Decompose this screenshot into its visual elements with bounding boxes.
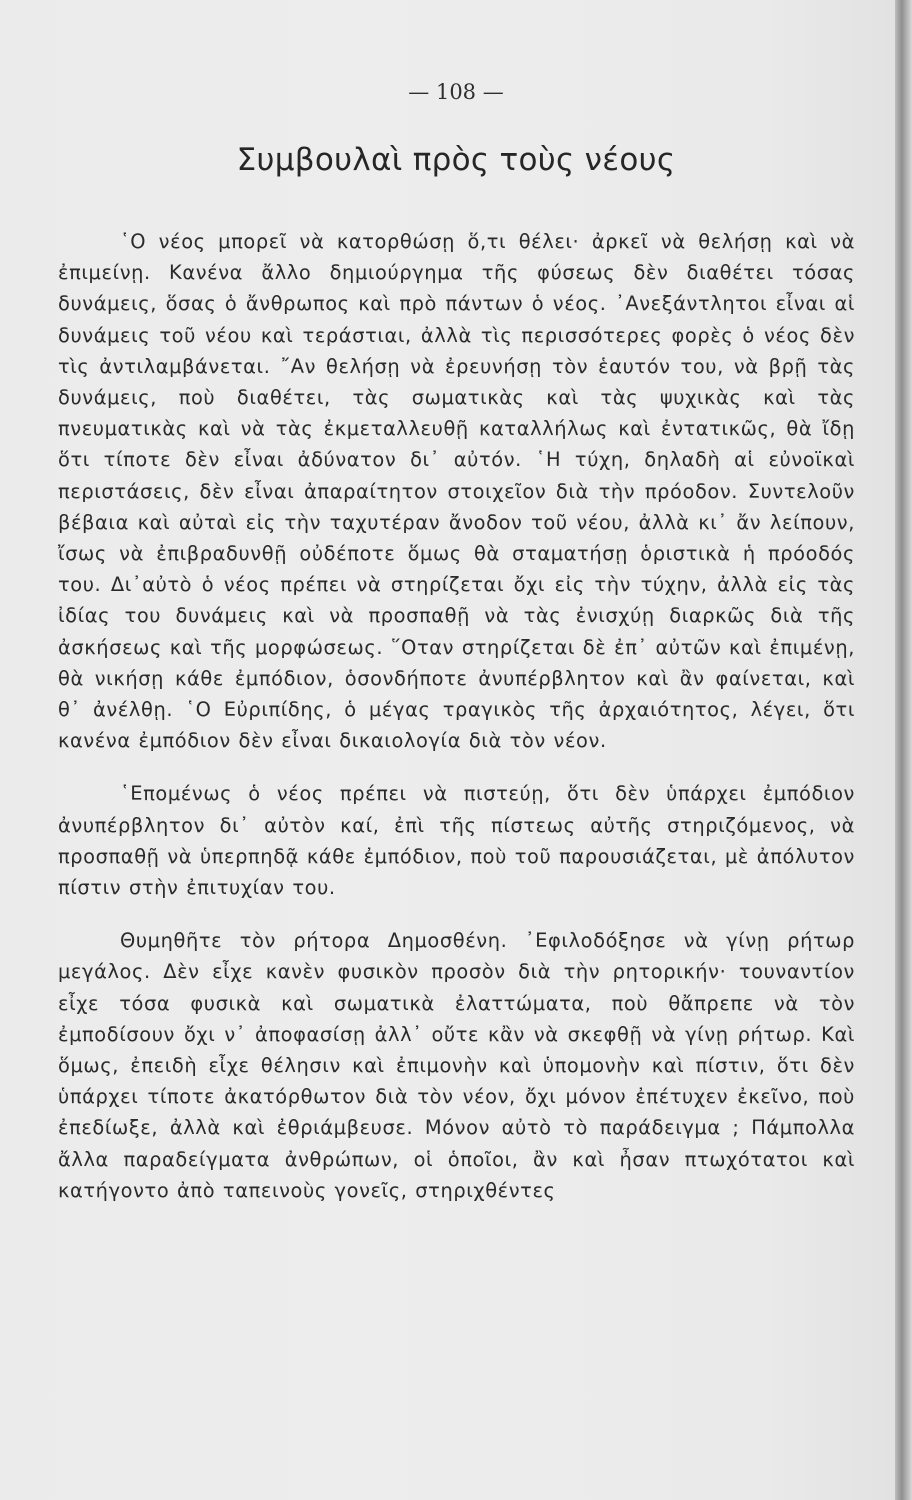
page-number: — 108 — <box>408 80 504 104</box>
chapter-title: Συμβουλαὶ πρὸς τοὺς νέους <box>236 142 676 178</box>
paragraph-3: Θυμηθῆτε τὸν ρήτορα Δημοσθένη. ᾿Εφιλοδόξησε νὰ γίνῃ ρήτωρ μεγάλος. Δὲν εἶχε κανὲν φυσικὸν προσὸν διὰ τὴν ρητορικήν· τουναντίον εἶχε τόσα φυσικὰ καὶ σωματικὰ ἐλαττώματα, ποὺ θἄπρεπε νὰ τὸν ἐμποδίσουν ὄχι ν᾿ ἀποφασίσῃ ἀλλ᾿ οὔτε κἂν νὰ σκεφθῇ νὰ γίνῃ ρήτωρ. Καὶ ὅμως, ἐπειδὴ εἶχε θέλησιν καὶ ἐπιμονὴν καὶ ὑπομονὴν καὶ πίστιν, ὅτι δὲν ὑπάρχει τίποτε ἀκατόρθωτον διὰ τὸν νέον, ὄχι μόνον ἐπέτυχεν ἐκεῖνο, ποὺ ἐπεδίωξε, ἀλλὰ καὶ ἐθριάμβευσε. Μόνον αὐτὸ τὸ παράδειγμα ; Πάμπολλα ἄλλα παραδείγματα ἀνθρώπων, οἱ ὁποῖοι, ἂν καὶ ἦσαν πτωχότατοι καὶ κατήγοντο ἀπὸ ταπεινοὺς γονεῖς, στηριχθέντες <box>58 929 855 1202</box>
body-text <box>58 226 855 1206</box>
paragraph-1: ῾Ο νέος μπορεῖ νὰ κατορθώσῃ ὅ,τι θέλει· ἀρκεῖ νὰ θελήσῃ καὶ νὰ ἐπιμείνῃ. Κανένα ἄλλο δημιούργημα τῆς φύσεως δὲν διαθέτει τόσας δυνάμεις, ὅσας ὁ ἄνθρωπος καὶ πρὸ πάντων ὁ νέος. ᾿Ανεξάντλητοι εἶναι αἱ δυνάμεις τοῦ νέου καὶ τεράστιαι, ἀλλὰ τὶς περισσότερες φορὲς ὁ νέος δὲν τὶς ἀντιλαμβάνεται. ῎Αν θελήσῃ νὰ ἐρευνήσῃ τὸν ἑαυτόν του, νὰ βρῇ τὰς δυνάμεις, ποὺ διαθέτει, τὰς σωματικὰς καὶ τὰς ψυχικὰς καὶ τὰς πνευματικὰς καὶ νὰ τὰς ἐκμεταλλευθῇ καταλλήλως καὶ ἐντατικῶς, θὰ ἴδῃ ὅτι τίποτε δὲν εἶναι ἀδύνατον δι᾿ αὐτόν. ῾Η τύχη, δηλαδὴ αἱ εὐνοϊκαὶ περιστάσεις, δὲν εἶναι ἀπαραίτητον στοιχεῖον διὰ τὴν πρόοδον. Συντελοῦν βέβαια καὶ αὐταὶ εἰς τὴν ταχυτέραν ἄνοδον τοῦ νέου, ἀλλὰ κι᾿ ἄν λείπουν, ἴσως νὰ ἐπιβραδυνθῇ οὐδέποτε ὅμως θὰ σταματήσῃ ὁριστικὰ ἡ πρόοδός του. Δι᾿αὐτὸ ὁ νέος πρέπει νὰ στηρίζεται ὄχι εἰς τὴν τύχην, ἀλλὰ εἰς τὰς ἰδίας του δυνάμεις καὶ νὰ προσπαθῇ νὰ τὰς ἐνισχύῃ διαρκῶς διὰ τῆς ἀσκήσεως καὶ τῆς μορφώσεως. ῞Οταν στηρίζεται δὲ ἐπ᾿ αὐτῶν καὶ ἐπιμένῃ, θὰ νικήσῃ κάθε ἐμπόδιον, ὁσονδήποτε ἀνυπέρβλητον καὶ ἂν φαίνεται, καὶ θ᾿ ἀνέλθῃ. ῾Ο Εὐριπίδης, ὁ μέγας τραγικὸς τῆς ἀρχαιότητος, λέγει, ὅτι κανένα ἐμπόδιον δὲν εἶναι δικαιολογία διὰ τὸν νέον. <box>58 230 855 753</box>
paragraph-2: ῾Επομένως ὁ νέος πρέπει νὰ πιστεύῃ, ὅτι δὲν ὑπάρχει ἐμπόδιον ἀνυπέρβλητον δι᾿ αὐτὸν καί, ἐπὶ τῆς πίστεως αὐτῆς στηριζόμενος, νὰ προσπαθῇ νὰ ὑπερπηδᾷ κάθε ἐμπόδιον, ποὺ τοῦ παρουσιάζεται, μὲ ἀπόλυτον πίστιν στὴν ἐπιτυχίαν του. <box>58 782 855 900</box>
page-edge-shadow <box>895 0 912 1500</box>
